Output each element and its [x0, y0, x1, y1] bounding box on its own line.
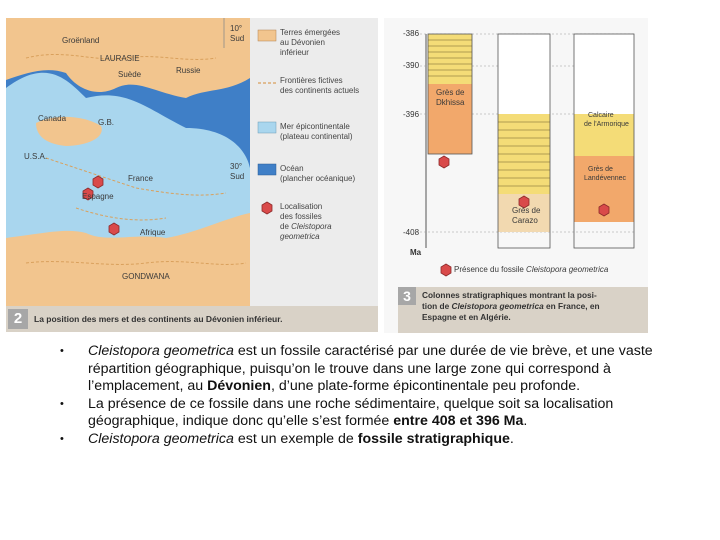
label-latitude-30-sud: Sud — [230, 172, 245, 181]
bullet-item-3 — [60, 431, 670, 449]
strat-caption-number: 3 — [398, 287, 416, 305]
strat-legend-species: Cleistopora geometrica — [526, 265, 609, 274]
bullet-2-tail: . — [523, 413, 528, 429]
col3-label-2: de l'Armorique — [584, 121, 629, 128]
legend-ocean-line1: Océan — [280, 164, 304, 173]
label-usa: U.S.A. — [24, 152, 48, 161]
bullet-1-tail: , d’une plate-forme épicontinentale peu profonde. — [270, 378, 581, 394]
legend-land-line2: au Dévonien — [280, 38, 325, 47]
legend-border-line1: Frontières fictives — [280, 76, 343, 85]
legend-swatch-fossil — [262, 202, 272, 214]
fossil-marker-france — [93, 176, 103, 188]
strat-svg — [384, 18, 648, 288]
legend-swatch-ocean — [258, 164, 276, 175]
legend-sea-line1: Mer épicontinentale — [280, 122, 350, 131]
bullet-list — [60, 343, 670, 448]
bullet-dot: • — [60, 397, 64, 410]
label-groenland: Groënland — [62, 36, 100, 45]
tick-386: -386 — [403, 29, 420, 38]
tick-unit: Ma — [410, 248, 422, 257]
strat-fossil-marker — [439, 156, 449, 168]
col3-label-4: Landévennec — [584, 175, 627, 182]
legend-land-line1: Terres émergées — [280, 28, 341, 37]
bullet-2-bold: entre 408 et 396 Ma — [393, 413, 524, 429]
bullet-dot: • — [60, 432, 64, 445]
map-svg — [6, 18, 378, 306]
label-espagne: Espagne — [82, 192, 114, 201]
label-gondwana: GONDWANA — [122, 272, 170, 281]
col3-label-3: Grès de — [588, 166, 613, 173]
legend-border-text — [280, 76, 359, 96]
legend-ocean-text — [280, 164, 355, 184]
tick-396: -396 — [403, 110, 420, 119]
legend-panel — [250, 18, 378, 306]
bullet-item-2 — [60, 396, 670, 431]
legend-ocean-line2: (plancher océanique) — [280, 174, 356, 183]
legend-fossil-species: geometrica — [280, 232, 320, 241]
bullet-1-bold: Dévonien — [207, 378, 271, 394]
label-latitude-10: 10° — [230, 24, 243, 33]
strat-caption-line1: Colonnes stratigraphiques montrant la posi- — [422, 290, 597, 300]
legend-sea-text — [280, 122, 353, 142]
label-afrique: Afrique — [140, 228, 166, 237]
bullet-1-text: est un fossile caractérisé par une durée de vie brève, et une vaste répartition géographique, puisqu’on le trouve dans une large zone qui correspond à l’emplacement, au — [88, 343, 653, 394]
legend-fossil-line1: Localisation — [280, 202, 323, 211]
strat-caption-text — [422, 290, 648, 323]
tick-390: -390 — [403, 61, 420, 70]
label-laurasie: LAURASIE — [100, 54, 140, 63]
label-russie: Russie — [176, 66, 201, 75]
bullet-3-species: Cleistopora geometrica — [88, 430, 234, 447]
strat-caption-line3: Espagne et en Algérie. — [422, 312, 511, 322]
legend-swatch-sea — [258, 122, 276, 133]
legend-fossil-text — [280, 202, 332, 242]
col3-blank — [574, 34, 634, 114]
legend-sea-line2: (plateau continental) — [280, 132, 353, 141]
label-canada: Canada — [38, 114, 67, 123]
legend-border-line2: des continents actuels — [280, 86, 360, 95]
col2-label-1: Grès de — [512, 206, 541, 215]
strat-legend-prefix: Présence du fossile — [454, 265, 527, 274]
label-latitude-30: 30° — [230, 162, 243, 171]
paleogeographic-map — [6, 18, 378, 306]
strat-caption-2b: Cleistopora geometrica — [451, 301, 544, 311]
legend-fossil-de: de — [280, 222, 289, 231]
col1-label-2: Dkhissa — [436, 98, 465, 107]
strat-caption-line2 — [422, 301, 648, 312]
strat-caption-2a: tion de — [422, 301, 452, 311]
strat-legend-text — [454, 265, 608, 274]
bullet-3-tail: . — [509, 430, 514, 447]
map-caption-number: 2 — [8, 309, 28, 329]
legend-land-text — [280, 28, 340, 58]
legend-swatch-land — [258, 30, 276, 41]
legend-fossil-line2: des fossiles — [280, 212, 322, 221]
label-france: France — [128, 174, 153, 183]
bullet-1-species: Cleistopora geometrica — [88, 343, 234, 359]
strat-legend-marker — [441, 264, 451, 276]
strat-fossil-marker — [599, 204, 609, 216]
strat-caption-2c: en France, en — [543, 301, 600, 311]
legend-fossil-genus: Cleistopora — [291, 222, 332, 231]
legend-fossil-line4 — [280, 232, 332, 242]
bullet-dot: • — [60, 345, 64, 357]
col2-blank — [498, 34, 550, 114]
bullet-3-text: est un exemple de — [233, 430, 358, 447]
label-suede: Suède — [118, 70, 142, 79]
bullet-2-text: La présence de ce fossile dans une roche sédimentaire, quelque soit sa localisation géographique, indique donc qu’elle s’est formée — [88, 395, 614, 429]
tick-408: -408 — [403, 228, 420, 237]
legend-fossil-line3 — [280, 222, 332, 232]
label-gb: G.B. — [98, 118, 115, 127]
col3-label-1: Calcaire — [588, 112, 614, 119]
bullet-item-1 — [60, 343, 670, 396]
fossil-marker-afrique — [109, 223, 119, 235]
label-latitude-10-sud: Sud — [230, 34, 245, 43]
col2-label-2: Carazo — [512, 216, 538, 225]
col1-label-1: Grès de — [436, 88, 465, 97]
col1-upper-layer — [428, 34, 472, 84]
legend-land-line3: inférieur — [280, 48, 309, 57]
bullet-3-bold: fossile stratigraphique — [357, 430, 510, 447]
map-caption-text: La position des mers et des continents au Dévonien inférieur. — [34, 314, 283, 324]
